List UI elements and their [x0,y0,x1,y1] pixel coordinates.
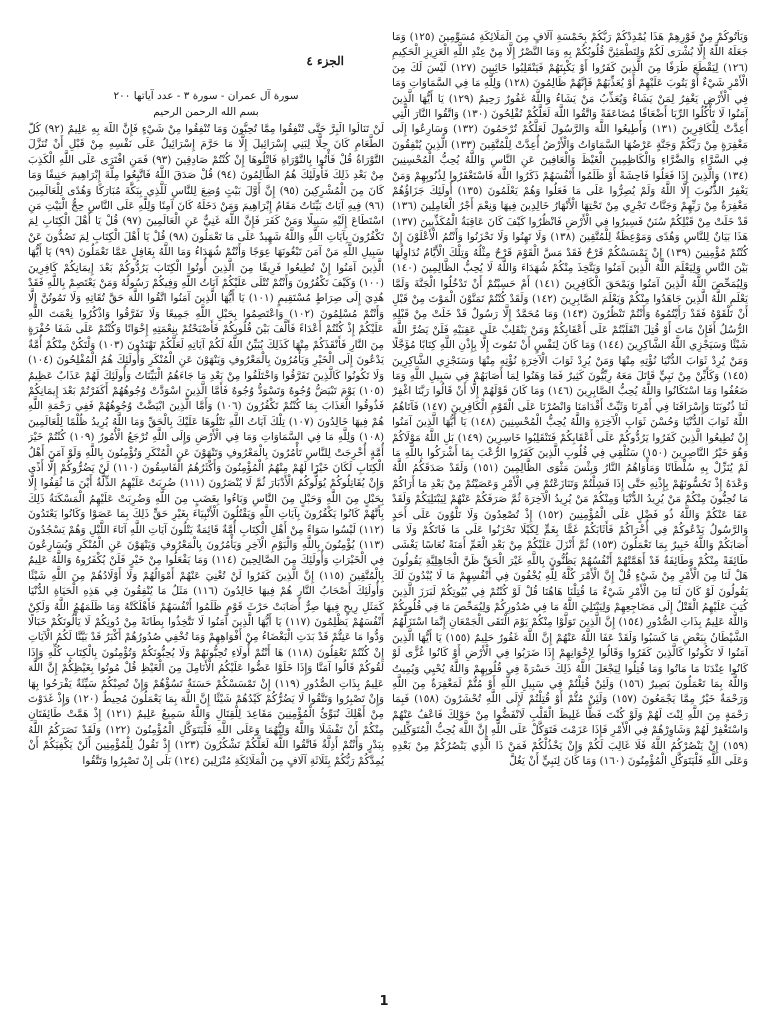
juz-title: الجزء ٤ [306,54,344,68]
left-column-text: لَنْ تَنَالُوا الْبِرَّ حَتَّى تُنْفِقُوا مِمَّا تُحِبُّونَ وَمَا تُنْفِقُوا مِنْ شَيْءٍ فَإِنَّ اللَّهَ بِهِ عَلِيمٌ (٩٢) كُلُّ الطَّعَامِ كَانَ حِلًّا لِبَنِي إِسْرَائِيلَ إِلَّا مَا حَرَّمَ إِسْرَائِيلُ عَلَى نَفْسِهِ مِنْ قَبْلِ أَنْ تُنَزَّلَ التَّوْرَاةُ قُلْ فَأْتُوا بِالتَّوْرَاةِ فَاتْلُوهَا إِنْ كُنْتُمْ صَادِقِينَ (٩٣) فَمَنِ افْتَرَى عَلَى اللَّهِ الْكَذِبَ مِنْ بَعْدِ ذَلِكَ فَأُولَئِكَ هُمُ الظَّالِمُونَ (٩٤) قُلْ صَدَقَ اللَّهُ فَاتَّبِعُوا مِلَّةَ إِبْرَاهِيمَ حَنِيفًا وَمَا كَانَ مِنَ الْمُشْرِكِينَ (٩٥) إِنَّ أَوَّلَ بَيْتٍ وُضِعَ لِلنَّاسِ لَلَّذِي بِبَكَّةَ مُبَارَكًا وَهُدًى لِلْعَالَمِينَ (٩٦) فِيهِ آيَاتٌ بَيِّنَاتٌ مَقَامُ إِبْرَاهِيمَ وَمَنْ دَخَلَهُ كَانَ آمِنًا وَلِلَّهِ عَلَى النَّاسِ حِجُّ الْبَيْتِ مَنِ اسْتَطَاعَ إِلَيْهِ سَبِيلًا وَمَنْ كَفَرَ فَإِنَّ اللَّهَ غَنِيٌّ عَنِ الْعَالَمِينَ (٩٧) قُلْ يَا أَهْلَ الْكِتَابِ لِمَ تَكْفُرُونَ بِآيَاتِ اللَّهِ وَاللَّهُ شَهِيدٌ عَلَى مَا تَعْمَلُونَ (٩٨) قُلْ يَا أَهْلَ الْكِتَابِ لِمَ تَصُدُّونَ عَنْ سَبِيلِ اللَّهِ مَنْ آمَنَ تَبْغُونَهَا عِوَجًا وَأَنْتُمْ شُهَدَاءُ وَمَا اللَّهُ بِغَافِلٍ عَمَّا تَعْمَلُونَ (٩٩) يَا أَيُّهَا الَّذِينَ آمَنُوا إِنْ تُطِيعُوا فَرِيقًا مِنَ الَّذِينَ أُوتُوا الْكِتَابَ يَرُدُّوكُمْ بَعْدَ إِيمَانِكُمْ كَافِرِينَ (١٠٠) وَكَيْفَ تَكْفُرُونَ وَأَنْتُمْ تُتْلَى عَلَيْكُمْ آيَاتُ اللَّهِ وَفِيكُمْ رَسُولُهُ وَمَنْ يَعْتَصِمْ بِاللَّهِ فَقَدْ هُدِيَ إِلَى صِرَاطٍ مُسْتَقِيمٍ (١٠١) يَا أَيُّهَا الَّذِينَ آمَنُوا اتَّقُوا اللَّهَ حَقَّ تُقَاتِهِ وَلَا تَمُوتُنَّ إِلَّا وَأَنْتُمْ مُسْلِمُونَ (١٠٢) وَاعْتَصِمُوا بِحَبْلِ اللَّهِ جَمِيعًا وَلَا تَفَرَّقُوا وَاذْكُرُوا نِعْمَتَ اللَّهِ عَلَيْكُمْ إِذْ كُنْتُمْ أَعْدَاءً فَأَلَّفَ بَيْنَ قُلُوبِكُمْ فَأَصْبَحْتُمْ بِنِعْمَتِهِ إِخْوَانًا وَكُنْتُمْ عَلَى شَفَا حُفْرَةٍ مِنَ النَّارِ فَأَنْقَذَكُمْ مِنْهَا كَذَلِكَ يُبَيِّنُ اللَّهُ لَكُمْ آيَاتِهِ لَعَلَّكُمْ تَهْتَدُونَ (١٠٣) وَلْتَكُنْ مِنْكُمْ أُمَّةٌ يَدْعُونَ إِلَى الْخَيْرِ وَيَأْمُرُونَ بِالْمَعْرُوفِ وَيَنْهَوْنَ عَنِ الْمُنْكَرِ وَأُولَئِكَ هُمُ الْمُفْلِحُونَ (١٠٤) وَلَا تَكُونُوا كَالَّذِينَ تَفَرَّقُوا وَاخْتَلَفُوا مِنْ بَعْدِ مَا جَاءَهُمُ الْبَيِّنَاتُ وَأُولَئِكَ لَهُمْ عَذَابٌ عَظِيمٌ (١٠٥) يَوْمَ تَبْيَضُّ وُجُوهٌ وَتَسْوَدُّ وُجُوهٌ فَأَمَّا الَّذِينَ اسْوَدَّتْ وُجُوهُهُمْ أَكَفَرْتُمْ بَعْدَ إِيمَانِكُمْ فَذُوقُوا الْعَذَابَ بِمَا كُنْتُمْ تَكْفُرُونَ (١٠٦) وَأَمَّا الَّذِينَ ابْيَضَّتْ وُجُوهُهُمْ فَفِي رَحْمَةِ اللَّهِ هُمْ فِيهَا خَالِدُونَ (١٠٧) تِلْكَ آيَاتُ اللَّهِ نَتْلُوهَا عَلَيْكَ بِالْحَقِّ وَمَا اللَّهُ يُرِيدُ ظُلْمًا لِلْعَالَمِينَ (١٠٨) وَلِلَّهِ مَا فِي السَّمَاوَاتِ وَمَا فِي الْأَرْضِ وَإِلَى اللَّهِ تُرْجَعُ الْأُمُورُ (١٠٩) كُنْتُمْ خَيْرَ أُمَّةٍ أُخْرِجَتْ لِلنَّاسِ تَأْمُرُونَ بِالْمَعْرُوفِ وَتَنْهَوْنَ عَنِ الْمُنْكَرِ وَتُؤْمِنُونَ بِاللَّهِ وَلَوْ آمَنَ أَهْلُ الْكِتَابِ لَكَانَ خَيْرًا لَهُمْ مِنْهُمُ الْمُؤْمِنُونَ وَأَكْثَرُهُمُ الْفَاسِقُونَ (١١٠) لَنْ يَضُرُّوكُمْ إِلَّا أَذًى وَإِنْ يُقَاتِلُوكُمْ يُوَلُّوكُمُ الْأَدْبَارَ ثُمَّ لَا يُنْصَرُونَ (١١١) ضُرِبَتْ عَلَيْهِمُ الذِّلَّةُ أَيْنَ مَا ثُقِفُوا إِلَّا بِحَبْلٍ مِنَ اللَّهِ وَحَبْلٍ مِنَ النَّاسِ وَبَاءُوا بِغَضَبٍ مِنَ اللَّهِ وَضُرِبَتْ عَلَيْهِمُ الْمَسْكَنَةُ ذَلِكَ بِأَنَّهُمْ كَانُوا يَكْفُرُونَ بِآيَاتِ اللَّهِ وَيَقْتُلُونَ الْأَنْبِيَاءَ بِغَيْرِ حَقٍّ ذَلِكَ بِمَا عَصَوْا وَكَانُوا يَعْتَدُونَ (١١٢) لَيْسُوا سَوَاءً مِنْ أَهْلِ الْكِتَابِ أُمَّةٌ قَائِمَةٌ يَتْلُونَ آيَاتِ اللَّهِ آنَاءَ اللَّيْلِ وَهُمْ يَسْجُدُونَ (١١٣) يُؤْمِنُونَ بِاللَّهِ وَالْيَوْمِ الْآخِرِ وَيَأْمُرُونَ بِالْمَعْرُوفِ وَيَنْهَوْنَ عَنِ الْمُنْكَرِ وَيُسَارِعُونَ فِي الْخَيْرَاتِ وَأُولَئِكَ مِنَ الصَّالِحِينَ (١١٤) وَمَا يَفْعَلُوا مِنْ خَيْرٍ فَلَنْ يُكْفَرُوهُ وَاللَّهُ عَلِيمٌ بِالْمُتَّقِينَ (١١٥) إِنَّ الَّذِينَ كَفَرُوا لَنْ تُغْنِيَ عَنْهُمْ أَمْوَالُهُمْ وَلَا أَوْلَادُهُمْ مِنَ اللَّهِ شَيْئًا وَأُولَئِكَ أَصْحَابُ النَّارِ هُمْ فِيهَا خَالِدُونَ (١١٦) مَثَلُ مَا يُنْفِقُونَ فِي هَذِهِ الْحَيَاةِ الدُّنْيَا كَمَثَلِ رِيحٍ فِيهَا صِرٌّ أَصَابَتْ حَرْثَ قَوْمٍ ظَلَمُوا أَنْفُسَهُمْ فَأَهْلَكَتْهُ وَمَا ظَلَمَهُمُ اللَّهُ وَلَكِنْ أَنْفُسَهُمْ يَظْلِمُونَ (١١٧) يَا أَيُّهَا الَّذِينَ آمَنُوا لَا تَتَّخِذُوا بِطَانَةً مِنْ دُونِكُمْ لَا يَأْلُونَكُمْ خَبَالًا وَدُّوا مَا عَنِتُّمْ قَدْ بَدَتِ الْبَغْضَاءُ مِنْ أَفْوَاهِهِمْ وَمَا تُخْفِي صُدُورُهُمْ أَكْبَرُ قَدْ بَيَّنَّا لَكُمُ الْآيَاتِ إِنْ كُنْتُمْ تَعْقِلُونَ (١١٨) هَا أَنْتُمْ أُولَاءِ تُحِبُّونَهُمْ وَلَا يُحِبُّونَكُمْ وَتُؤْمِنُونَ بِالْكِتَابِ كُلِّهِ وَإِذَا لَقُوكُمْ قَالُوا آمَنَّا وَإِذَا خَلَوْا عَضُّوا عَلَيْكُمُ الْأَنَامِلَ مِنَ الْغَيْظِ قُلْ مُوتُوا بِغَيْظِكُمْ إِنَّ اللَّهَ عَلِيمٌ بِذَاتِ الصُّدُورِ (١١٩) إِنْ تَمْسَسْكُمْ حَسَنَةٌ تَسُؤْهُمْ وَإِنْ تُصِبْكُمْ سَيِّئَةٌ يَفْرَحُوا بِهَا وَإِنْ تَصْبِرُوا وَتَتَّقُوا لَا يَضُرُّكُمْ كَيْدُهُمْ شَيْئًا إِنَّ اللَّهَ بِمَا يَعْمَلُونَ مُحِيطٌ (١٢٠) وَإِذْ غَدَوْتَ مِنْ أَهْلِكَ تُبَوِّئُ الْمُؤْمِنِينَ مَقَاعِدَ لِلْقِتَالِ وَاللَّهُ سَمِيعٌ عَلِيمٌ (١٢١) إِذْ هَمَّتْ طَائِفَتَانِ مِنْكُمْ أَنْ تَفْشَلَا وَاللَّهُ وَلِيُّهُمَا وَعَلَى اللَّهِ فَلْيَتَوَكَّلِ الْمُؤْمِنُونَ (١٢٢) وَلَقَدْ نَصَرَكُمُ اللَّهُ بِبَدْرٍ وَأَنْتُمْ أَذِلَّةٌ فَاتَّقُوا اللَّهَ لَعَلَّكُمْ تَشْكُرُونَ (١٢٣) إِذْ تَقُولُ لِلْمُؤْمِنِينَ أَلَنْ يَكْفِيَكُمْ أَنْ يُمِدَّكُمْ رَبُّكُمْ بِثَلَاثَةِ آلَافٍ مِنَ الْمَلَائِكَةِ مُنْزَلِينَ (١٢٤) بَلَى إِنْ تَصْبِرُوا وَتَتَّقُوا [28,123,384,767]
page-number: 1 [379,994,389,1009]
surah-info: سورة آل عمران - سورة ٣ - عدد آياتها ٢٠٠ [113,90,299,102]
left-column [28,122,384,967]
basmala: بسم الله الرحمن الرحيم [153,106,259,118]
right-column [392,30,748,965]
right-column-text: وَيَأْتُوكُمْ مِنْ فَوْرِهِمْ هَذَا يُمْدِدْكُمْ رَبُّكُمْ بِخَمْسَةِ آلَافٍ مِنَ الْمَلَائِكَةِ مُسَوِّمِينَ (١٢٥) وَمَا جَعَلَهُ اللَّهُ إِلَّا بُشْرَى لَكُمْ وَلِتَطْمَئِنَّ قُلُوبُكُمْ بِهِ وَمَا النَّصْرُ إِلَّا مِنْ عِنْدِ اللَّهِ الْعَزِيزِ الْحَكِيمِ (١٢٦) لِيَقْطَعَ طَرَفًا مِنَ الَّذِينَ كَفَرُوا أَوْ يَكْبِتَهُمْ فَيَنْقَلِبُوا خَائِبِينَ (١٢٧) لَيْسَ لَكَ مِنَ الْأَمْرِ شَيْءٌ أَوْ يَتُوبَ عَلَيْهِمْ أَوْ يُعَذِّبَهُمْ فَإِنَّهُمْ ظَالِمُونَ (١٢٨) وَلِلَّهِ مَا فِي السَّمَاوَاتِ وَمَا فِي الْأَرْضِ يَغْفِرُ لِمَنْ يَشَاءُ وَيُعَذِّبُ مَنْ يَشَاءُ وَاللَّهُ غَفُورٌ رَحِيمٌ (١٢٩) يَا أَيُّهَا الَّذِينَ آمَنُوا لَا تَأْكُلُوا الرِّبَا أَضْعَافًا مُضَاعَفَةً وَاتَّقُوا اللَّهَ لَعَلَّكُمْ تُفْلِحُونَ (١٣٠) وَاتَّقُوا النَّارَ الَّتِي أُعِدَّتْ لِلْكَافِرِينَ (١٣١) وَأَطِيعُوا اللَّهَ وَالرَّسُولَ لَعَلَّكُمْ تُرْحَمُونَ (١٣٢) وَسَارِعُوا إِلَى مَغْفِرَةٍ مِنْ رَبِّكُمْ وَجَنَّةٍ عَرْضُهَا السَّمَاوَاتُ وَالْأَرْضُ أُعِدَّتْ لِلْمُتَّقِينَ (١٣٣) الَّذِينَ يُنْفِقُونَ فِي السَّرَّاءِ وَالضَّرَّاءِ وَالْكَاظِمِينَ الْغَيْظَ وَالْعَافِينَ عَنِ النَّاسِ وَاللَّهُ يُحِبُّ الْمُحْسِنِينَ (١٣٤) وَالَّذِينَ إِذَا فَعَلُوا فَاحِشَةً أَوْ ظَلَمُوا أَنْفُسَهُمْ ذَكَرُوا اللَّهَ فَاسْتَغْفَرُوا لِذُنُوبِهِمْ وَمَنْ يَغْفِرُ الذُّنُوبَ إِلَّا اللَّهُ وَلَمْ يُصِرُّوا عَلَى مَا فَعَلُوا وَهُمْ يَعْلَمُونَ (١٣٥) أُولَئِكَ جَزَاؤُهُمْ مَغْفِرَةٌ مِنْ رَبِّهِمْ وَجَنَّاتٌ تَجْرِي مِنْ تَحْتِهَا الْأَنْهَارُ خَالِدِينَ فِيهَا وَنِعْمَ أَجْرُ الْعَامِلِينَ (١٣٦) قَدْ خَلَتْ مِنْ قَبْلِكُمْ سُنَنٌ فَسِيرُوا فِي الْأَرْضِ فَانْظُرُوا كَيْفَ كَانَ عَاقِبَةُ الْمُكَذِّبِينَ (١٣٧) هَذَا بَيَانٌ لِلنَّاسِ وَهُدًى وَمَوْعِظَةٌ لِلْمُتَّقِينَ (١٣٨) وَلَا تَهِنُوا وَلَا تَحْزَنُوا وَأَنْتُمُ الْأَعْلَوْنَ إِنْ كُنْتُمْ مُؤْمِنِينَ (١٣٩) إِنْ يَمْسَسْكُمْ قَرْحٌ فَقَدْ مَسَّ الْقَوْمَ قَرْحٌ مِثْلُهُ وَتِلْكَ الْأَيَّامُ نُدَاوِلُهَا بَيْنَ النَّاسِ وَلِيَعْلَمَ اللَّهُ الَّذِينَ آمَنُوا وَيَتَّخِذَ مِنْكُمْ شُهَدَاءَ وَاللَّهُ لَا يُحِبُّ الظَّالِمِينَ (١٤٠) وَلِيُمَحِّصَ اللَّهُ الَّذِينَ آمَنُوا وَيَمْحَقَ الْكَافِرِينَ (١٤١) أَمْ حَسِبْتُمْ أَنْ تَدْخُلُوا الْجَنَّةَ وَلَمَّا يَعْلَمِ اللَّهُ الَّذِينَ جَاهَدُوا مِنْكُمْ وَيَعْلَمَ الصَّابِرِينَ (١٤٢) وَلَقَدْ كُنْتُمْ تَمَنَّوْنَ الْمَوْتَ مِنْ قَبْلِ أَنْ تَلْقَوْهُ فَقَدْ رَأَيْتُمُوهُ وَأَنْتُمْ تَنْظُرُونَ (١٤٣) وَمَا مُحَمَّدٌ إِلَّا رَسُولٌ قَدْ خَلَتْ مِنْ قَبْلِهِ الرُّسُلُ أَفَإِنْ مَاتَ أَوْ قُتِلَ انْقَلَبْتُمْ عَلَى أَعْقَابِكُمْ وَمَنْ يَنْقَلِبْ عَلَى عَقِبَيْهِ فَلَنْ يَضُرَّ اللَّهَ شَيْئًا وَسَيَجْزِي اللَّهُ الشَّاكِرِينَ (١٤٤) وَمَا كَانَ لِنَفْسٍ أَنْ تَمُوتَ إِلَّا بِإِذْنِ اللَّهِ كِتَابًا مُؤَجَّلًا وَمَنْ يُرِدْ ثَوَابَ الدُّنْيَا نُؤْتِهِ مِنْهَا وَمَنْ يُرِدْ ثَوَابَ الْآخِرَةِ نُؤْتِهِ مِنْهَا وَسَنَجْزِي الشَّاكِرِينَ (١٤٥) وَكَأَيِّنْ مِنْ نَبِيٍّ قَاتَلَ مَعَهُ رِبِّيُّونَ كَثِيرٌ فَمَا وَهَنُوا لِمَا أَصَابَهُمْ فِي سَبِيلِ اللَّهِ وَمَا ضَعُفُوا وَمَا اسْتَكَانُوا وَاللَّهُ يُحِبُّ الصَّابِرِينَ (١٤٦) وَمَا كَانَ قَوْلَهُمْ إِلَّا أَنْ قَالُوا رَبَّنَا اغْفِرْ لَنَا ذُنُوبَنَا وَإِسْرَافَنَا فِي أَمْرِنَا وَثَبِّتْ أَقْدَامَنَا وَانْصُرْنَا عَلَى الْقَوْمِ الْكَافِرِينَ (١٤٧) فَآتَاهُمُ اللَّهُ ثَوَابَ الدُّنْيَا وَحُسْنَ ثَوَابِ الْآخِرَةِ وَاللَّهُ يُحِبُّ الْمُحْسِنِينَ (١٤٨) يَا أَيُّهَا الَّذِينَ آمَنُوا إِنْ تُطِيعُوا الَّذِينَ كَفَرُوا يَرُدُّوكُمْ عَلَى أَعْقَابِكُمْ فَتَنْقَلِبُوا خَاسِرِينَ (١٤٩) بَلِ اللَّهُ مَوْلَاكُمْ وَهُوَ خَيْرُ النَّاصِرِينَ (١٥٠) سَنُلْقِي فِي قُلُوبِ الَّذِينَ كَفَرُوا الرُّعْبَ بِمَا أَشْرَكُوا بِاللَّهِ مَا لَمْ يُنَزِّلْ بِهِ سُلْطَانًا وَمَأْوَاهُمُ النَّارُ وَبِئْسَ مَثْوَى الظَّالِمِينَ (١٥١) وَلَقَدْ صَدَقَكُمُ اللَّهُ وَعْدَهُ إِذْ تَحُسُّونَهُمْ بِإِذْنِهِ حَتَّى إِذَا فَشِلْتُمْ وَتَنَازَعْتُمْ فِي الْأَمْرِ وَعَصَيْتُمْ مِنْ بَعْدِ مَا أَرَاكُمْ مَا تُحِبُّونَ مِنْكُمْ مَنْ يُرِيدُ الدُّنْيَا وَمِنْكُمْ مَنْ يُرِيدُ الْآخِرَةَ ثُمَّ صَرَفَكُمْ عَنْهُمْ لِيَبْتَلِيَكُمْ وَلَقَدْ عَفَا عَنْكُمْ وَاللَّهُ ذُو فَضْلٍ عَلَى الْمُؤْمِنِينَ (١٥٢) إِذْ تُصْعِدُونَ وَلَا تَلْوُونَ عَلَى أَحَدٍ وَالرَّسُولُ يَدْعُوكُمْ فِي أُخْرَاكُمْ فَأَثَابَكُمْ غَمًّا بِغَمٍّ لِكَيْلَا تَحْزَنُوا عَلَى مَا فَاتَكُمْ وَلَا مَا أَصَابَكُمْ وَاللَّهُ خَبِيرٌ بِمَا تَعْمَلُونَ (١٥٣) ثُمَّ أَنْزَلَ عَلَيْكُمْ مِنْ بَعْدِ الْغَمِّ أَمَنَةً نُعَاسًا يَغْشَى طَائِفَةً مِنْكُمْ وَطَائِفَةٌ قَدْ أَهَمَّتْهُمْ أَنْفُسُهُمْ يَظُنُّونَ بِاللَّهِ غَيْرَ الْحَقِّ ظَنَّ الْجَاهِلِيَّةِ يَقُولُونَ هَلْ لَنَا مِنَ الْأَمْرِ مِنْ شَيْءٍ قُلْ إِنَّ الْأَمْرَ كُلَّهُ لِلَّهِ يُخْفُونَ فِي أَنْفُسِهِمْ مَا لَا يُبْدُونَ لَكَ يَقُولُونَ لَوْ كَانَ لَنَا مِنَ الْأَمْرِ شَيْءٌ مَا قُتِلْنَا هَاهُنَا قُلْ لَوْ كُنْتُمْ فِي بُيُوتِكُمْ لَبَرَزَ الَّذِينَ كُتِبَ عَلَيْهِمُ الْقَتْلُ إِلَى مَضَاجِعِهِمْ وَلِيَبْتَلِيَ اللَّهُ مَا فِي صُدُورِكُمْ وَلِيُمَحِّصَ مَا فِي قُلُوبِكُمْ وَاللَّهُ عَلِيمٌ بِذَاتِ الصُّدُورِ (١٥٤) إِنَّ الَّذِينَ تَوَلَّوْا مِنْكُمْ يَوْمَ الْتَقَى الْجَمْعَانِ إِنَّمَا اسْتَزَلَّهُمُ الشَّيْطَانُ بِبَعْضِ مَا كَسَبُوا وَلَقَدْ عَفَا اللَّهُ عَنْهُمْ إِنَّ اللَّهَ غَفُورٌ حَلِيمٌ (١٥٥) يَا أَيُّهَا الَّذِينَ آمَنُوا لَا تَكُونُوا كَالَّذِينَ كَفَرُوا وَقَالُوا لِإِخْوَانِهِمْ إِذَا ضَرَبُوا فِي الْأَرْضِ أَوْ كَانُوا غُزًّى لَوْ كَانُوا عِنْدَنَا مَا مَاتُوا وَمَا قُتِلُوا لِيَجْعَلَ اللَّهُ ذَلِكَ حَسْرَةً فِي قُلُوبِهِمْ وَاللَّهُ يُحْيِي وَيُمِيتُ وَاللَّهُ بِمَا تَعْمَلُونَ بَصِيرٌ (١٥٦) وَلَئِنْ قُتِلْتُمْ فِي سَبِيلِ اللَّهِ أَوْ مُتُّمْ لَمَغْفِرَةٌ مِنَ اللَّهِ وَرَحْمَةٌ خَيْرٌ مِمَّا يَجْمَعُونَ (١٥٧) وَلَئِنْ مُتُّمْ أَوْ قُتِلْتُمْ لَإِلَى اللَّهِ تُحْشَرُونَ (١٥٨) فَبِمَا رَحْمَةٍ مِنَ اللَّهِ لِنْتَ لَهُمْ وَلَوْ كُنْتَ فَظًّا غَلِيظَ الْقَلْبِ لَانْفَضُّوا مِنْ حَوْلِكَ فَاعْفُ عَنْهُمْ وَاسْتَغْفِرْ لَهُمْ وَشَاوِرْهُمْ فِي الْأَمْرِ فَإِذَا عَزَمْتَ فَتَوَكَّلْ عَلَى اللَّهِ إِنَّ اللَّهَ يُحِبُّ الْمُتَوَكِّلِينَ (١٥٩) إِنْ يَنْصُرْكُمُ اللَّهُ فَلَا غَالِبَ لَكُمْ وَإِنْ يَخْذُلْكُمْ فَمَنْ ذَا الَّذِي يَنْصُرُكُمْ مِنْ بَعْدِهِ وَعَلَى اللَّهِ فَلْيَتَوَكَّلِ الْمُؤْمِنُونَ (١٦٠) وَمَا كَانَ لِنَبِيٍّ أَنْ يَغُلَّ [392,31,748,768]
